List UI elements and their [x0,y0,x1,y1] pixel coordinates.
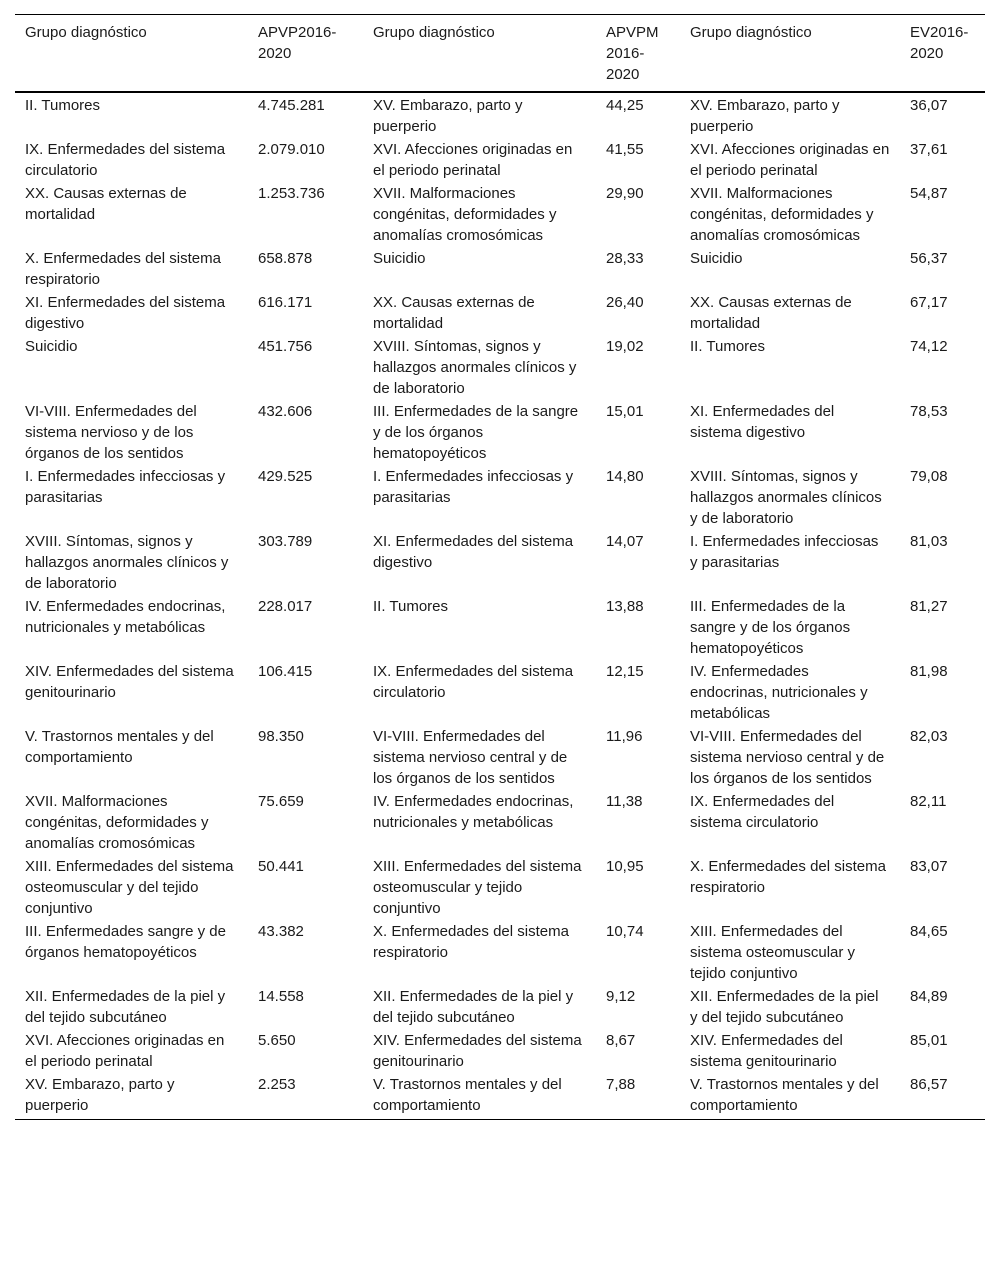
apvp-cell: 75.659 [258,793,304,810]
ev-cell: 81,03 [910,533,948,550]
apvpm-cell: 7,88 [596,1073,680,1120]
grupo-apvpm-cell: XVIII. Síntomas, signos y hallazgos anormales clínicos y de laboratorio [373,338,577,397]
grupo-apvpm-cell: IX. Enfermedades del sistema circulatorio [373,663,574,701]
table-row [15,985,985,1029]
table-row [15,247,985,291]
ev-cell: 81,27 [910,598,948,615]
ev-cell: 82,03 [910,728,948,745]
table-row [15,790,985,855]
apvpm-cell: 11,38 [606,793,643,810]
ev-cell: 79,08 [910,468,948,485]
grupo-ev-cell: XV. Embarazo, parto y puerperio [690,97,840,135]
apvpm-cell: 9,12 [606,988,636,1005]
apvpm-cell: 10,95 [606,858,644,875]
grupo-ev-cell: V. Trastornos mentales y del comportamiento [680,1073,900,1120]
table-container [15,14,985,1120]
grupo-apvp-cell: XV. Embarazo, parto y puerperio [15,1073,248,1120]
apvp-cell: 98.350 [258,728,304,745]
apvpm-cell: 10,74 [606,923,644,940]
grupo-ev-cell: XIV. Enfermedades del sistema genitourinario [690,1032,843,1070]
table-row [15,660,985,725]
apvp-cell: 228.017 [258,598,313,615]
ev-cell: 78,53 [910,403,948,420]
grupo-apvp-cell: IX. Enfermedades del sistema circulatorio [25,141,226,179]
grupo-apvp-cell: Suicidio [25,338,78,355]
grupo-ev-cell: XI. Enfermedades del sistema digestivo [690,403,835,441]
ev-cell: 81,98 [910,663,948,680]
table-row [15,400,985,465]
grupo-ev-cell: X. Enfermedades del sistema respiratorio [690,858,886,896]
grupo-apvp-cell: IV. Enfermedades endocrinas, nutricionales y metabólicas [25,598,226,636]
grupo-ev-cell: IV. Enfermedades endocrinas, nutricionales y metabólicas [690,663,868,722]
grupo-apvp-cell: III. Enfermedades sangre y de órganos hematopoyéticos [25,923,226,961]
grupo-apvpm-cell: XVI. Afecciones originadas en el periodo perinatal [373,141,573,179]
apvp-cell: 43.382 [258,923,304,940]
apvpm-cell: 13,88 [606,598,644,615]
apvpm-cell: 14,80 [606,468,644,485]
apvpm-cell: 19,02 [606,338,644,355]
apvp-cell: 1.253.736 [258,185,325,202]
header-apvp: APVP2016- 2020 [248,15,363,93]
table-row [15,1073,985,1120]
grupo-apvp-cell: XX. Causas externas de mortalidad [25,185,187,223]
apvpm-cell: 41,55 [606,141,644,158]
grupo-apvp-cell: XIV. Enfermedades del sistema genitourinario [25,663,234,701]
apvpm-cell: 29,90 [606,185,644,202]
apvp-cell: 658.878 [258,250,313,267]
grupo-apvpm-cell: XX. Causas externas de mortalidad [373,294,535,332]
grupo-apvpm-cell: X. Enfermedades del sistema respiratorio [373,923,569,961]
grupo-apvp-cell: XI. Enfermedades del sistema digestivo [25,294,226,332]
apvpm-cell: 44,25 [606,97,644,114]
header-ev: EV2016- 2020 [900,15,985,93]
grupo-apvpm-cell: VI-VIII. Enfermedades del sistema nervioso central y de los órganos de los sentidos [373,728,568,787]
header-row [15,15,985,93]
grupo-ev-cell: II. Tumores [690,338,766,355]
grupo-ev-cell: XVI. Afecciones originadas en el periodo perinatal [690,141,890,179]
ev-cell: 84,89 [910,988,948,1005]
apvp-cell: 106.415 [258,663,313,680]
grupo-apvp-cell: VI-VIII. Enfermedades del sistema nervioso y de los órganos de los sentidos [25,403,197,462]
grupo-apvp-cell: XVI. Afecciones originadas en el periodo perinatal [25,1032,225,1070]
ev-cell: 86,57 [900,1073,985,1120]
apvp-cell: 14.558 [258,988,304,1005]
grupo-apvpm-cell: XIII. Enfermedades del sistema osteomuscular y tejido conjuntivo [373,858,582,917]
grupo-ev-cell: XVIII. Síntomas, signos y hallazgos anormales clínicos y de laboratorio [690,468,882,527]
apvp-cell: 4.745.281 [258,97,325,114]
ev-cell: 36,07 [910,97,948,114]
ev-cell: 56,37 [910,250,948,267]
table-row [15,291,985,335]
table-row [15,595,985,660]
header-apvpm: APVPM 2016- 2020 [596,15,680,93]
header-grupo-apvpm: Grupo diagnóstico [363,15,596,93]
grupo-ev-cell: IX. Enfermedades del sistema circulatorio [690,793,835,831]
grupo-ev-cell: XVII. Malformaciones congénitas, deformidades y anomalías cromosómicas [690,185,874,244]
table-row [15,920,985,985]
grupo-apvpm-cell: XI. Enfermedades del sistema digestivo [373,533,574,571]
table-row [15,465,985,530]
ev-cell: 82,11 [910,793,947,810]
ev-cell: 54,87 [910,185,948,202]
grupo-apvpm-cell: II. Tumores [373,598,449,615]
apvp-cell: 2.079.010 [258,141,325,158]
grupo-apvpm-cell: V. Trastornos mentales y del comportamiento [363,1073,596,1120]
grupo-apvp-cell: II. Tumores [25,97,101,114]
grupo-apvp-cell: I. Enfermedades infecciosas y parasitarias [25,468,226,506]
apvpm-cell: 28,33 [606,250,644,267]
table-row [15,138,985,182]
table-header [15,15,985,93]
mortality-table [15,14,985,1120]
table-row [15,335,985,400]
grupo-apvpm-cell: Suicidio [373,250,426,267]
grupo-ev-cell: Suicidio [690,250,743,267]
header-grupo-ev: Grupo diagnóstico [680,15,900,93]
grupo-apvp-cell: XVII. Malformaciones congénitas, deformidades y anomalías cromosómicas [25,793,209,852]
apvp-cell: 451.756 [258,338,313,355]
apvp-cell: 303.789 [258,533,313,550]
apvp-cell: 2.253 [248,1073,363,1120]
apvpm-cell: 15,01 [606,403,644,420]
grupo-apvp-cell: XII. Enfermedades de la piel y del tejido subcutáneo [25,988,226,1026]
grupo-ev-cell: XIII. Enfermedades del sistema osteomuscular y tejido conjuntivo [690,923,856,982]
grupo-apvp-cell: XIII. Enfermedades del sistema osteomuscular y del tejido conjuntivo [25,858,234,917]
apvpm-cell: 12,15 [606,663,644,680]
grupo-ev-cell: XII. Enfermedades de la piel y del tejido subcutáneo [690,988,879,1026]
grupo-apvpm-cell: I. Enfermedades infecciosas y parasitarias [373,468,574,506]
apvp-cell: 429.525 [258,468,313,485]
apvp-cell: 50.441 [258,858,304,875]
grupo-apvpm-cell: IV. Enfermedades endocrinas, nutricionales y metabólicas [373,793,574,831]
grupo-apvpm-cell: XVII. Malformaciones congénitas, deformidades y anomalías cromosómicas [373,185,557,244]
apvpm-cell: 14,07 [606,533,644,550]
grupo-apvpm-cell: XIV. Enfermedades del sistema genitourinario [373,1032,582,1070]
table-row [15,855,985,920]
grupo-ev-cell: I. Enfermedades infecciosas y parasitarias [690,533,879,571]
table-row [15,530,985,595]
table-row [15,725,985,790]
apvp-cell: 5.650 [258,1032,296,1049]
ev-cell: 74,12 [910,338,948,355]
grupo-apvp-cell: X. Enfermedades del sistema respiratorio [25,250,221,288]
table-row [15,182,985,247]
grupo-apvp-cell: V. Trastornos mentales y del comportamiento [25,728,214,766]
apvp-cell: 616.171 [258,294,313,311]
grupo-apvpm-cell: XII. Enfermedades de la piel y del tejido subcutáneo [373,988,574,1026]
grupo-apvpm-cell: XV. Embarazo, parto y puerperio [373,97,523,135]
table-body [15,92,985,1120]
grupo-apvp-cell: XVIII. Síntomas, signos y hallazgos anormales clínicos y de laboratorio [25,533,229,592]
grupo-apvpm-cell: III. Enfermedades de la sangre y de los órganos hematopoyéticos [373,403,579,462]
header-grupo-apvp: Grupo diagnóstico [15,15,248,93]
table-row [15,1029,985,1073]
grupo-ev-cell: XX. Causas externas de mortalidad [690,294,852,332]
grupo-ev-cell: VI-VIII. Enfermedades del sistema nervioso central y de los órganos de los sentidos [690,728,885,787]
apvpm-cell: 11,96 [606,728,643,745]
ev-cell: 84,65 [910,923,948,940]
apvpm-cell: 26,40 [606,294,644,311]
table-row [15,92,985,138]
ev-cell: 37,61 [910,141,948,158]
ev-cell: 85,01 [910,1032,948,1049]
grupo-ev-cell: III. Enfermedades de la sangre y de los órganos hematopoyéticos [690,598,851,657]
ev-cell: 83,07 [910,858,948,875]
apvp-cell: 432.606 [258,403,313,420]
ev-cell: 67,17 [910,294,948,311]
apvpm-cell: 8,67 [606,1032,636,1049]
